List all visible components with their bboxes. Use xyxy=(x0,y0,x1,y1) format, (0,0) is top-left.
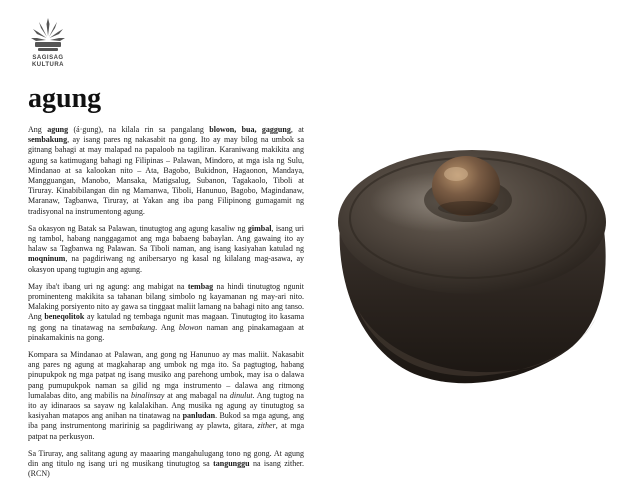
bold-term: sembakung xyxy=(28,135,68,145)
crest-icon xyxy=(28,16,68,54)
text-run: ay katulad ng tembaga ngunit mas magaan. Tinutugtog ito kasama ng gong na tinatawag na xyxy=(28,312,305,332)
bold-term: moqninum xyxy=(28,254,66,264)
paragraph xyxy=(28,449,304,480)
italic-term: zither xyxy=(257,421,276,431)
page-title: agung xyxy=(28,83,102,114)
text-run: , at mga patpat na perkusyon. xyxy=(28,421,304,441)
text-run: . Bukod sa mga agung, ang iba pang instrumentong maririnig sa pagdiriwang ay plawta, gitara, xyxy=(28,411,304,431)
paragraph xyxy=(28,125,304,217)
text-run: Sa okasyon ng Batak sa Palawan, tinutugtog ang agung kasaliw ng xyxy=(28,223,248,233)
text-run: Sa Tiruray, ang salitang agung ay maaaring mangahulugang tono ng gong. At agung din ang titulo ng isang uri ng musikang tinutugtog sa xyxy=(28,448,304,469)
text-run: Kompara sa Mindanao at Palawan, ang gong ng Hanunuo ay mas maliit. Nakasabit ang pares ng agung at magkaharap ang umbok ng mga ito. Sa pagtugtog, habang pinupukpok ng mga patpat ng isang musiko ang parehong umbok, may isa o dalawa pang pumupukpok naman sa gilid ng mga instrumento – dalawa ang ritmong lumalabas dito, ang mabilis na xyxy=(28,350,304,400)
agung-gong-image xyxy=(318,110,618,410)
paragraph xyxy=(28,282,304,343)
text-run: na isang zither. (RCN) xyxy=(28,459,304,479)
bold-term: gimbal xyxy=(247,223,272,233)
text-run: at ang mabagal na xyxy=(164,390,230,400)
article-body xyxy=(28,125,304,487)
text-run: naman ang pinakamagaan at pinakamakinis na gong. xyxy=(28,322,304,342)
bold-term: panludan xyxy=(182,411,216,421)
sagisag-kultura-logo xyxy=(28,16,68,76)
bold-term: tangunggu xyxy=(213,459,250,469)
text-run: Ang xyxy=(28,125,48,134)
logo-text-line1: SAGISAG xyxy=(32,55,64,61)
text-run: , at xyxy=(290,125,305,134)
logo-text-line2: KULTURA xyxy=(31,62,65,68)
paragraph xyxy=(28,350,304,442)
text-run: , isang uri ng tambol, habang nanggagamot ang mga babaeng babaylan. Ang gawaing ito ay halaw sa Tagbanwa ng Palawan. Sa Tiboli naman, ang isang kasiyahan katulad ng xyxy=(28,223,304,254)
bold-term: blowon, bua, gaggung xyxy=(209,125,291,134)
paragraph xyxy=(28,224,304,275)
italic-term: blowon xyxy=(178,322,203,332)
bold-term: beneqolitok xyxy=(44,312,85,322)
text-run: , ay isang pares ng nakasabit na gong. Ito ay may bilog na umbok sa gitnang bahagi at may malapad na papaloob na tagiliran. Karaniwang makikita ang agung sa katimugang bahagi ng Filipinas – Palawan, Mindoro, at mga isla ng Sulu, Mindanao at sa kalookan nito – Ata, Bagobo, Bukidnon, Hagaonon, Mandaya, Mangguangan, Manobo, Mansaka, Matigsalug, Subanon, Tagakaolo, Tiboli at Tiruray. Kinabibilangan din ng Mamanwa, Tiboli, Hanunuo, Bagobo, Magindanaw, Maranaw, Tagbanwa, Tiruray, at Yakan ang iba pang Filipinong gumagamit ng tradisyonal na instrumentong agung. xyxy=(28,135,304,216)
text-run: , na pagdiriwang ng anibersaryo ng kasal ng kilalang mag-asawa, ay okasyon upang tugtugin ang agung. xyxy=(28,254,304,274)
bold-term: agung xyxy=(47,125,69,134)
text-run: May iba't ibang uri ng agung: ang mabigat na xyxy=(28,281,188,291)
italic-term: dinulut xyxy=(229,390,253,400)
italic-term: binalinsay xyxy=(131,390,165,400)
text-run: . Ang tugtog na ito ay idinaraos sa sayaw ng kalalakihan. Ang musika ng agung ay tinutugtog sa kasiyahan matapos ang anihan na tinatawag na xyxy=(28,390,304,421)
text-run: na hindi tinutugtog ngunit prominenteng makikita sa tahanan bilang simbolo ng kayamanan ng may-ari nito. Malaking porsiyento nito ay gawa sa tinggaat maliit lamang na bahagi nito ang tanso. Ang xyxy=(28,281,305,322)
italic-term: sembakung xyxy=(119,322,156,332)
text-run: (á·gung), na kilala rin sa pangalang xyxy=(68,125,210,134)
bold-term: tembag xyxy=(187,281,214,291)
text-run: . Ang xyxy=(155,322,179,332)
